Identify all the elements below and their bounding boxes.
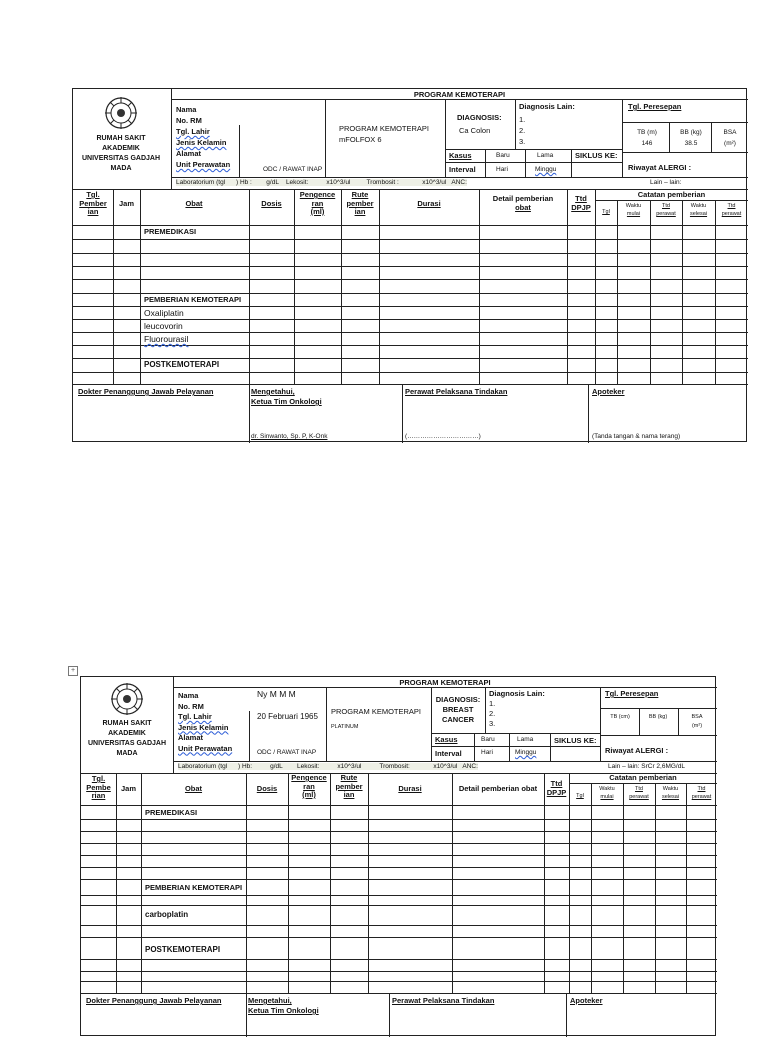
col-pengenceran: Pengence ran (ml): [299, 190, 336, 216]
interval-label: Interval: [449, 165, 476, 174]
kasus-label: Kasus: [435, 735, 458, 744]
sub-waktu-selesai: Waktu selesai: [661, 786, 680, 800]
siklus-ke: SIKLUS KE:: [554, 736, 597, 745]
tgl-peresepan: Tgl. Peresepan: [605, 689, 659, 698]
col-jam: Jam: [118, 199, 134, 208]
diagnosis-block: DIAGNOSIS: BREAST CANCER: [435, 695, 481, 724]
kasus-label: Kasus: [449, 151, 472, 160]
section-pemberian: PEMBERIAN KEMOTERAPI: [144, 295, 242, 304]
drug-leucovorin: leucovorin: [144, 321, 183, 331]
section-premedikasi: PREMEDIKASI: [144, 227, 197, 236]
interval-label: Interval: [435, 749, 462, 758]
tb-cell: TB (m) 146: [637, 129, 657, 147]
apoteker-sign: (Tanda tangan & nama terang): [592, 433, 681, 440]
interval-hari: Hari: [481, 749, 493, 756]
sub-ttd-perawat-2: Ttd perawat: [691, 786, 712, 800]
mengetahui: Mengetahui, Ketua Tim Onkologi: [248, 996, 319, 1015]
section-postkemoterapi: POSTKEMOTERAPI: [144, 360, 220, 369]
regimen: PROGRAM KEMOTERAPI PLATINUM: [331, 707, 422, 730]
perawat-label: Perawat Pelaksana Tindakan: [392, 996, 495, 1005]
kasus-lama: Lama: [537, 152, 554, 159]
bsa-cell: BSA (m²): [723, 129, 737, 147]
diagnosis-label: DIAGNOSIS:: [457, 113, 502, 122]
diagnosis-value: Ca Colon: [459, 126, 491, 135]
dokter-label: Dokter Penanggung Jawab Pelayanan: [78, 387, 214, 396]
regimen: PROGRAM KEMOTERAPI mFOLFOX 6: [339, 124, 430, 144]
bb-cell: BB (kg) 38.5: [680, 129, 702, 147]
catatan-pemberian: Catatan pemberian: [609, 773, 677, 782]
drug-carboplatin: carboplatin: [145, 910, 189, 919]
perawat-label: Perawat Pelaksana Tindakan: [405, 387, 508, 396]
tb-cell: TB (cm): [610, 714, 630, 720]
chemo-form-2: [80, 676, 716, 1036]
lab-row: Laboratorium (tgl ) Hb: g/dL Lekosit: x10^3/ul Trombosit: x10^3/ul ANC:: [178, 763, 478, 770]
riwayat-alergi: Riwayat ALERGI :: [628, 163, 692, 172]
col-pengenceran: Pengence ran (ml): [291, 773, 327, 799]
bsa-cell: BSA (m²): [691, 714, 703, 729]
section-postkemoterapi: POSTKEMOTERAPI: [145, 945, 221, 954]
col-durasi: Durasi: [398, 784, 422, 793]
lab-row: Laboratorium (tgl ) Hb : g/dL Lekosit: x10^3/ul Trombosit : x10^3/ul ANC:: [176, 179, 467, 186]
riwayat-alergi: Riwayat ALERGI :: [605, 746, 669, 755]
col-ttd-dpjp: Ttd DPJP: [546, 779, 567, 797]
ugm-emblem-icon: [105, 681, 149, 717]
kasus-baru: Baru: [481, 736, 495, 743]
ugm-emblem-icon: [99, 95, 143, 131]
interval-minggu: Minggu: [515, 749, 537, 756]
interval-hari: Hari: [496, 166, 508, 173]
hospital-name: RUMAH SAKIT AKADEMIK UNIVERSITAS GADJAH MADA: [87, 720, 167, 757]
dokter-label: Dokter Penanggung Jawab Pelayanan: [86, 996, 222, 1005]
col-detail: Detail pemberian obat: [458, 784, 538, 793]
sub-tgl: Tgl: [576, 793, 584, 799]
col-durasi: Durasi: [417, 199, 441, 208]
sub-waktu-mulai: Waktu mulai: [599, 786, 615, 800]
col-ttd-dpjp: Ttd DPJP: [571, 194, 591, 212]
catatan-pemberian: Catatan pemberian: [637, 190, 706, 199]
sub-waktu-mulai: Waktu mulai: [625, 203, 642, 217]
col-rute: Rute pember ian: [335, 773, 363, 799]
section-premedikasi: PREMEDIKASI: [145, 808, 198, 817]
kasus-baru: Baru: [496, 152, 510, 159]
col-tgl-pemberian: Tgl. Pember ian: [79, 190, 107, 216]
unit-odc: ODC / RAWAT INAP: [257, 749, 317, 756]
interval-minggu: Minggu: [535, 166, 557, 173]
section-pemberian: PEMBERIAN KEMOTERAPI: [145, 883, 243, 892]
col-obat: Obat: [184, 784, 203, 793]
form-title: PROGRAM KEMOTERAPI: [413, 90, 506, 99]
drug-fluorourasil: Fluorourasil: [144, 334, 189, 344]
doctor-sign: dr. Sinwanto, Sp. P, K-Onk: [251, 433, 328, 440]
perawat-sign: (……………………………): [405, 433, 481, 440]
patient-labels: Nama No. RM Tgl. Lahir Jenis Kelamin Alamat Unit Perawatan: [176, 105, 231, 169]
tgl-lahir-value: 20 Februari 1965: [257, 712, 318, 721]
patient-labels: Nama No. RM Tgl. Lahir Jenis Kelamin Alamat Unit Perawatan: [178, 691, 233, 753]
apoteker-label: Apoteker: [570, 996, 603, 1005]
chemo-form-1: [72, 88, 747, 442]
diagnosis-lain-list: 1. 2. 3.: [519, 115, 526, 146]
apoteker-label: Apoteker: [592, 387, 625, 396]
sub-waktu-selesai: Waktu selesai: [689, 203, 708, 217]
diagnosis-lain: Diagnosis Lain:: [489, 689, 545, 698]
col-rute: Rute pember ian: [346, 190, 374, 216]
siklus-ke: SIKLUS KE:: [575, 151, 618, 160]
sub-ttd-perawat-1: Ttd perawat: [656, 203, 676, 217]
col-tgl-pemberian: Tgl. Pembe rian: [86, 774, 111, 800]
col-dosis: Dosis: [256, 784, 278, 793]
unit-odc: ODC / RAWAT INAP: [263, 166, 323, 173]
sub-tgl: Tgl: [602, 209, 610, 215]
bb-cell: BB (kg): [648, 714, 668, 720]
diagnosis-lain: Diagnosis Lain:: [519, 102, 575, 111]
hospital-name: RUMAH SAKIT AKADEMIK UNIVERSITAS GADJAH MADA: [81, 135, 161, 172]
sub-ttd-perawat-1: Ttd perawat: [629, 786, 649, 800]
mengetahui: Mengetahui, Ketua Tim Onkologi: [251, 387, 322, 406]
col-dosis: Dosis: [261, 199, 282, 208]
col-detail: Detail pemberian obat: [492, 194, 554, 212]
col-jam: Jam: [120, 784, 136, 793]
tgl-peresepan: Tgl. Peresepan: [628, 102, 682, 111]
diagnosis-lain-list: 1. 2. 3.: [489, 699, 496, 728]
lain-lain: Lain – lain:: [650, 179, 682, 186]
form-title: PROGRAM KEMOTERAPI: [399, 678, 491, 687]
drug-oxaliplatin: Oxaliplatin: [144, 308, 184, 318]
kasus-lama: Lama: [517, 736, 534, 743]
col-obat: Obat: [185, 199, 203, 208]
lain-lain: Lain – lain: SrCr 2,6MG/dL: [608, 763, 685, 770]
sub-ttd-perawat-2: Ttd perawat: [721, 203, 742, 217]
nama-value: Ny M M M: [257, 689, 296, 699]
table-move-handle[interactable]: +: [68, 666, 78, 676]
